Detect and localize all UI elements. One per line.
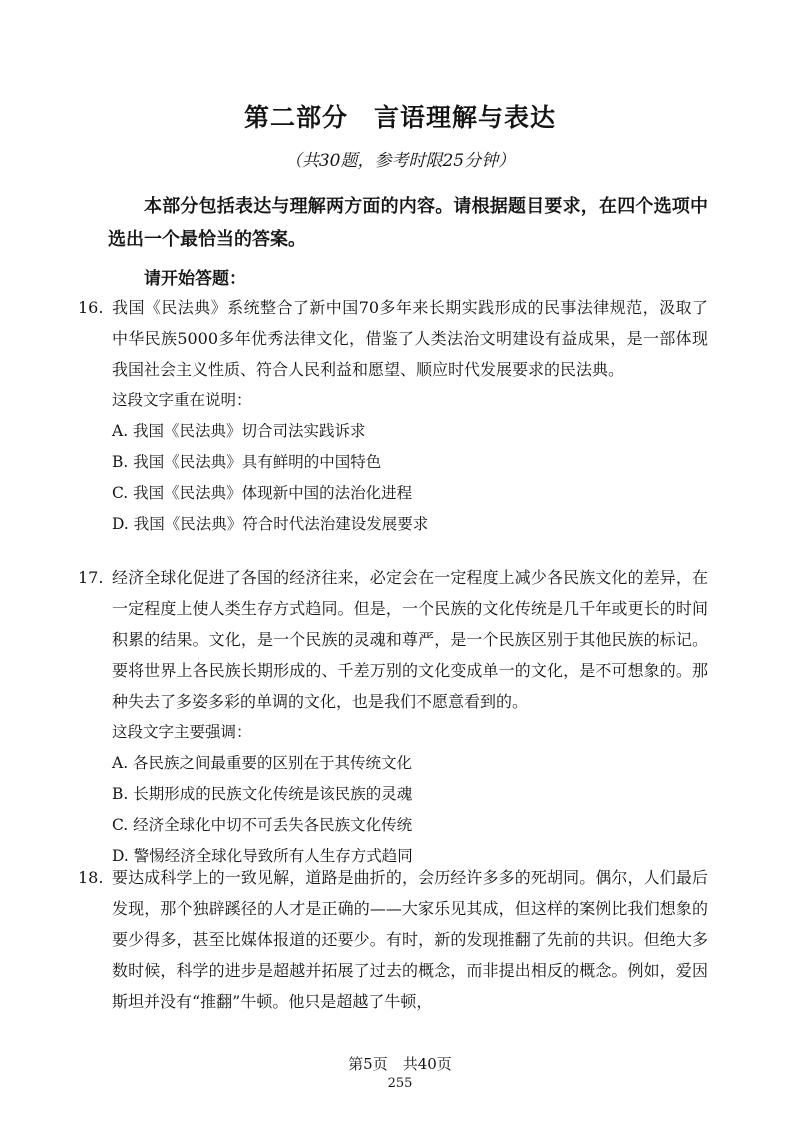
question-16 [78,292,708,540]
section-subtitle: （共30题，参考时限25分钟） [284,151,516,171]
question-number: 17. [78,568,104,587]
section-title: 第二部分 言语理解与表达 [243,103,556,132]
instructions-text: 本部分包括表达与理解两方面的内容。请根据题目要求，在四个选项中选出一个最恰当的答案。 [108,196,708,250]
option-b: B. 长期形成的民族文化传统是该民族的灵魂 [112,785,413,803]
start-answering-label: 请开始答题： [144,269,246,289]
question-18 [78,862,708,1017]
option-a: A. 各民族之间最重要的区别在于其传统文化 [112,754,413,772]
question-17 [78,562,708,872]
question-prompt: 这段文字主要强调： [112,723,252,741]
question-body [112,562,708,872]
question-body [112,292,708,540]
option-c: C. 经济全球化中切不可丢失各民族文化传统 [112,816,413,834]
question-number: 18. [78,868,104,887]
option-d: D. 警惕经济全球化导致所有人生存方式趋同 [112,847,413,865]
question-body [112,862,708,1017]
option-b: B. 我国《民法典》具有鲜明的中国特色 [112,453,382,471]
option-d: D. 我国《民法典》符合时代法治建设发展要求 [112,515,429,533]
option-a: A. 我国《民法典》切合司法实践诉求 [112,422,366,440]
question-stem: 我国《民法典》系统整合了新中国70多年来长期实践形成的民事法律规范，汲取了中华民族5000多年优秀法律文化，借鉴了人类法治文明建设有益成果，是一部体现我国社会主义性质、符合人民利益和愿望、顺应时代发展要求的民法典。 [112,298,708,379]
page-indicator: 第5页 共40页 [348,1055,452,1073]
page-number: 255 [387,1076,413,1091]
question-stem: 经济全球化促进了各国的经济往来，必定会在一定程度上减少各民族文化的差异，在一定程度上使人类生存方式趋同。但是，一个民族的文化传统是几千年或更长的时间积累的结果。文化，是一个民族的灵魂和尊严，是一个民族区别于其他民族的标记。要将世界上各民族长期形成的、千差万别的文化变成单一的文化，是不可想象的。那种失去了多姿多彩的单调的文化，也是我们不愿意看到的。 [112,568,708,711]
option-c: C. 我国《民法典》体现新中国的法治化进程 [112,484,413,502]
question-number: 16. [78,298,104,317]
question-stem: 要达成科学上的一致见解，道路是曲折的，会历经许多多的死胡同。偶尔，人们最后发现，那个独辟蹊径的人才是正确的——大家乐见其成，但这样的案例比我们想象的要少得多，甚至比媒体报道的还要少。有时，新的发现推翻了先前的共识。但绝大多数时候，科学的进步是超越并拓展了过去的概念，而非提出相反的概念。例如，爱因斯坦并没有“推翻”牛顿。他只是超越了牛顿， [112,868,708,1011]
question-prompt: 这段文字重在说明： [112,391,252,409]
